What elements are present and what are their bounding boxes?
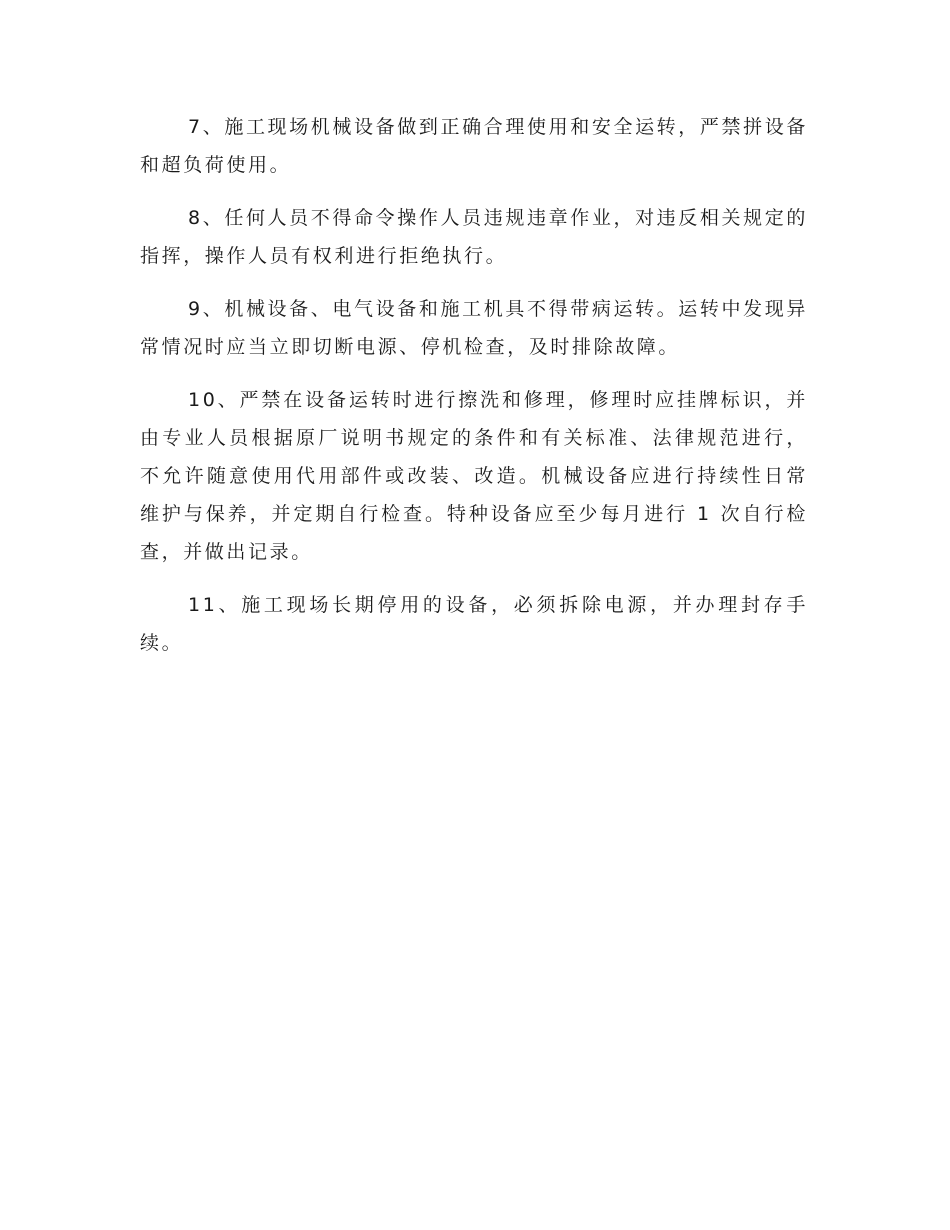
paragraph-item-9: 9、机械设备、电气设备和施工机具不得带病运转。运转中发现异常情况时应当立即切断电源、停机检查，及时排除故障。 bbox=[140, 298, 808, 358]
paragraph-item-11: 11、施工现场长期停用的设备，必须拆除电源，并办理封存手续。 bbox=[140, 594, 808, 654]
document-body bbox=[140, 108, 808, 677]
paragraph-item-8: 8、任何人员不得命令操作人员违规违章作业，对违反相关规定的指挥，操作人员有权利进行拒绝执行。 bbox=[140, 207, 808, 267]
paragraph-item-10: 10、严禁在设备运转时进行擦洗和修理，修理时应挂牌标识，并由专业人员根据原厂说明书规定的条件和有关标准、法律规范进行，不允许随意使用代用部件或改装、改造。机械设备应进行持续性日常维护与保养，并定期自行检查。特种设备应至少每月进行 1 次自行检查，并做出记录。 bbox=[140, 389, 808, 563]
paragraph-item-7: 7、施工现场机械设备做到正确合理使用和安全运转，严禁拼设备和超负荷使用。 bbox=[140, 116, 808, 176]
